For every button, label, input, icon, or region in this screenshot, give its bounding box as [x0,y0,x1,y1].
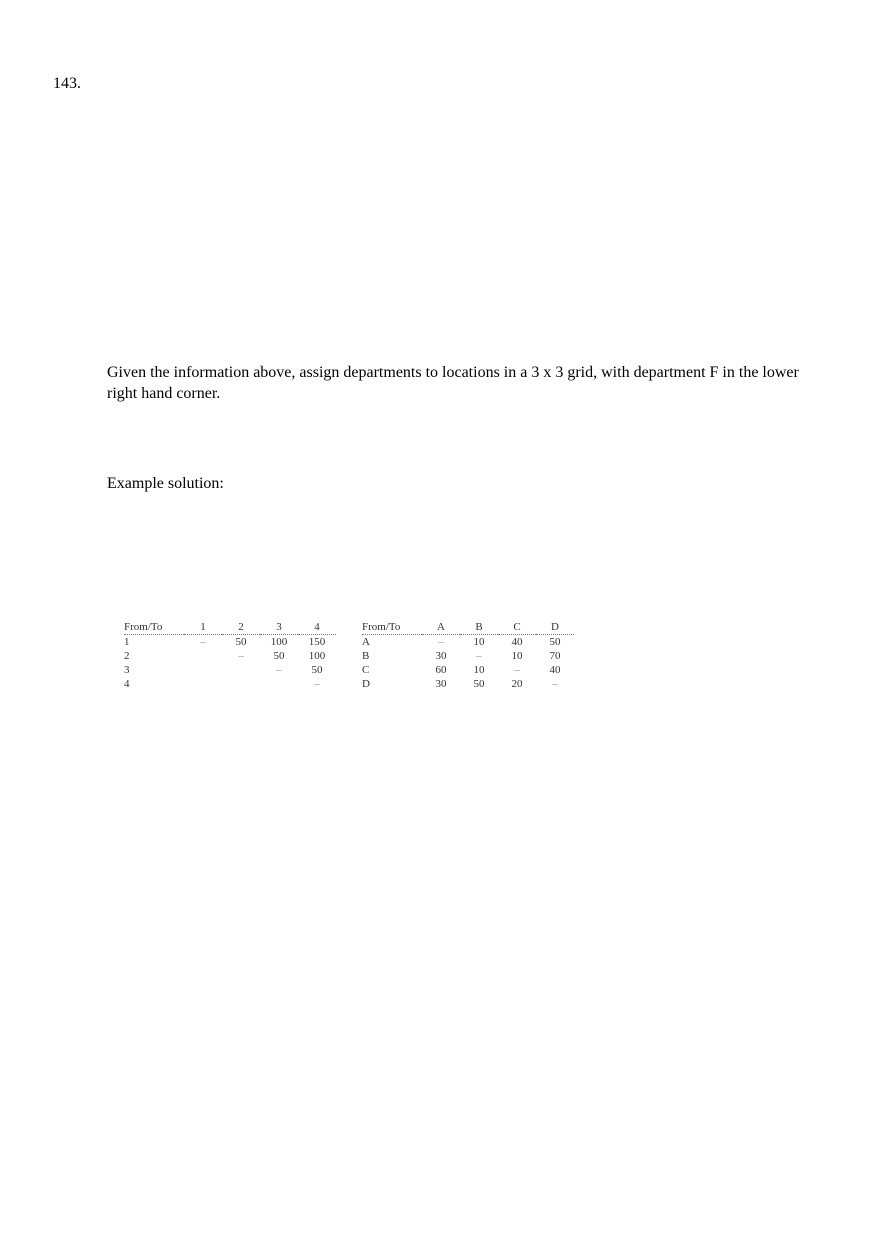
table-header-row [124,620,336,635]
table-row-header: 1 [124,636,130,648]
table-cell: 50 [273,650,285,662]
table-row [362,649,574,663]
table-cell [184,649,222,663]
flow-table [362,620,574,691]
table-row-header: 2 [124,650,130,662]
table-row [362,663,574,677]
table-column-header: 4 [298,620,336,635]
table-row-header: B [362,650,370,662]
table-cell: – [238,650,244,662]
table-cell [184,663,222,677]
page-number: 143. [53,75,81,92]
table-row [124,663,336,677]
table-row-header: A [362,636,370,648]
table-cell [184,677,222,691]
table-row [362,635,574,650]
table-corner-header: From/To [124,620,184,635]
table-cell [222,677,260,691]
table-cell: 50 [311,664,323,676]
table-row [124,635,336,650]
table-cell: 20 [511,678,523,690]
table-row [124,677,336,691]
table-cell: – [276,664,282,676]
table-cell: 150 [308,636,326,648]
table-column-header: A [422,620,460,635]
table-cell: 60 [435,664,447,676]
table-row [362,677,574,691]
table-column-header: 1 [184,620,222,635]
table-cell: 100 [308,650,326,662]
table-cell: 10 [511,650,523,662]
example-solution-label: Example solution: [107,475,224,492]
table-cell: 70 [549,650,561,662]
table-cell: 40 [549,664,561,676]
table-row-header: 4 [124,678,130,690]
table-cell: 30 [435,678,447,690]
table-cell [222,663,260,677]
table-corner-header: From/To [362,620,422,635]
table-cell: – [514,664,520,676]
table-cell: 50 [235,636,247,648]
table-header-row [362,620,574,635]
table-cell: – [314,678,320,690]
table-cell: 50 [473,678,485,690]
table-cell: 10 [473,636,485,648]
table-cell: 50 [549,636,561,648]
table-cell [260,677,298,691]
table-column-header: C [498,620,536,635]
table-column-header: D [536,620,574,635]
table-cell: 10 [473,664,485,676]
table-row [124,649,336,663]
table-cell: 40 [511,636,523,648]
table-row-header: 3 [124,664,130,676]
table-cell: – [552,678,558,690]
question-text: Given the information above, assign departments to locations in a 3 x 3 grid, with department F in the lower right hand corner. [107,364,799,402]
table-row-header: D [362,678,370,690]
table-cell: – [200,636,206,648]
table-cell: 100 [270,636,288,648]
table-row-header: C [362,664,370,676]
table-column-header: B [460,620,498,635]
table-column-header: 3 [260,620,298,635]
table-cell: 30 [435,650,447,662]
table-column-header: 2 [222,620,260,635]
distance-table [124,620,336,691]
table-cell: – [438,636,444,648]
table-cell: – [476,650,482,662]
